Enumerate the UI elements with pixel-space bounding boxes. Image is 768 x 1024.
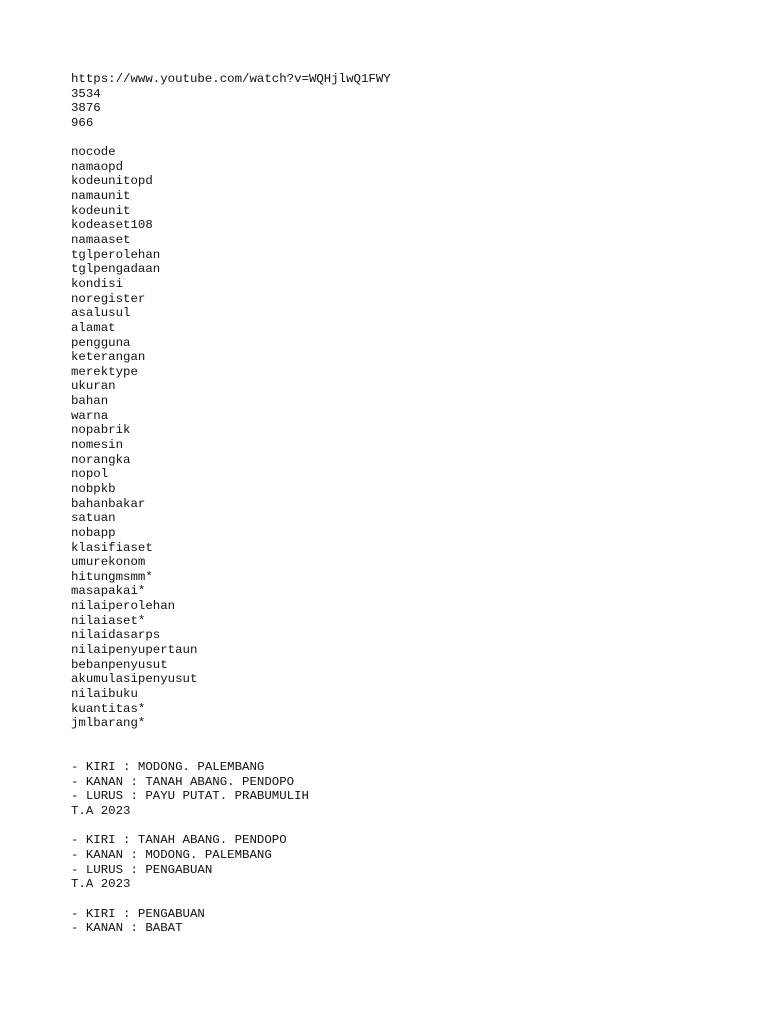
route-group: [71, 833, 751, 892]
field-name-line: hitungmsmm*: [71, 569, 153, 584]
route-line: T.A 2023: [71, 804, 131, 819]
field-name-line: alamat: [71, 320, 116, 335]
numbers-block: [71, 87, 751, 131]
field-name-line: noregister: [71, 291, 146, 306]
document-page: [71, 72, 751, 936]
field-name-line: asalusul: [71, 306, 131, 321]
field-name-line: kodeunitopd: [71, 174, 153, 189]
field-name-line: namaopd: [71, 159, 124, 174]
url-link[interactable]: https://www.youtube.com/watch?v=WQHjlwQ1FWY: [71, 72, 391, 86]
field-name-line: nobpkb: [71, 481, 116, 496]
field-name-line: tglperolehan: [71, 247, 161, 262]
field-list: [71, 145, 751, 731]
field-name-line: jmlbarang*: [71, 716, 146, 731]
field-name-line: nilaiaset*: [71, 613, 146, 628]
field-name-line: umurekonom: [71, 555, 146, 570]
field-name-line: nilaipenyupertaun: [71, 642, 198, 657]
field-name-line: merektype: [71, 364, 138, 379]
field-name-line: pengguna: [71, 335, 131, 350]
field-name-line: keterangan: [71, 350, 146, 365]
field-name-line: nilaiperolehan: [71, 599, 176, 614]
field-name-line: klasifiaset: [71, 540, 153, 555]
route-line: - KIRI : TANAH ABANG. PENDOPO: [71, 833, 287, 848]
field-name-line: warna: [71, 408, 109, 423]
route-group: [71, 760, 751, 819]
blank-line: [71, 131, 751, 146]
route-group: [71, 907, 751, 936]
field-name-line: kuantitas*: [71, 701, 146, 716]
field-name-line: norangka: [71, 452, 131, 467]
field-name-line: bahan: [71, 394, 109, 409]
number-line: 3876: [71, 101, 101, 116]
number-line: 3534: [71, 86, 101, 101]
routes-block: [71, 760, 751, 936]
field-name-line: ukuran: [71, 379, 116, 394]
field-name-line: nobapp: [71, 525, 116, 540]
field-name-line: nopol: [71, 467, 109, 482]
field-name-line: masapakai*: [71, 584, 146, 599]
field-name-line: nopabrik: [71, 423, 131, 438]
field-name-line: kondisi: [71, 276, 124, 291]
field-name-line: namaunit: [71, 189, 131, 204]
blank-line: [71, 892, 751, 907]
field-name-line: nocode: [71, 145, 116, 160]
route-line: - KIRI : MODONG. PALEMBANG: [71, 760, 265, 775]
field-name-line: kodeaset108: [71, 218, 153, 233]
field-name-line: satuan: [71, 511, 116, 526]
route-line: - LURUS : PAYU PUTAT. PRABUMULIH: [71, 789, 309, 804]
field-name-line: tglpengadaan: [71, 262, 161, 277]
field-name-line: bebanpenyusut: [71, 657, 168, 672]
route-line: - KANAN : MODONG. PALEMBANG: [71, 847, 272, 862]
field-name-line: akumulasipenyusut: [71, 672, 198, 687]
route-line: T.A 2023: [71, 877, 131, 892]
route-line: - KIRI : PENGABUAN: [71, 906, 205, 921]
number-line: 966: [71, 115, 94, 130]
route-line: - KANAN : TANAH ABANG. PENDOPO: [71, 774, 295, 789]
field-name-line: namaaset: [71, 233, 131, 248]
blank-line: [71, 819, 751, 834]
field-name-line: nilaibuku: [71, 686, 138, 701]
field-name-line: nilaidasarps: [71, 628, 161, 643]
blank-gap: [71, 731, 751, 760]
field-name-line: kodeunit: [71, 203, 131, 218]
route-line: - LURUS : PENGABUAN: [71, 862, 213, 877]
field-name-line: nomesin: [71, 438, 124, 453]
route-line: - KANAN : BABAT: [71, 921, 183, 936]
field-name-line: bahanbakar: [71, 496, 146, 511]
